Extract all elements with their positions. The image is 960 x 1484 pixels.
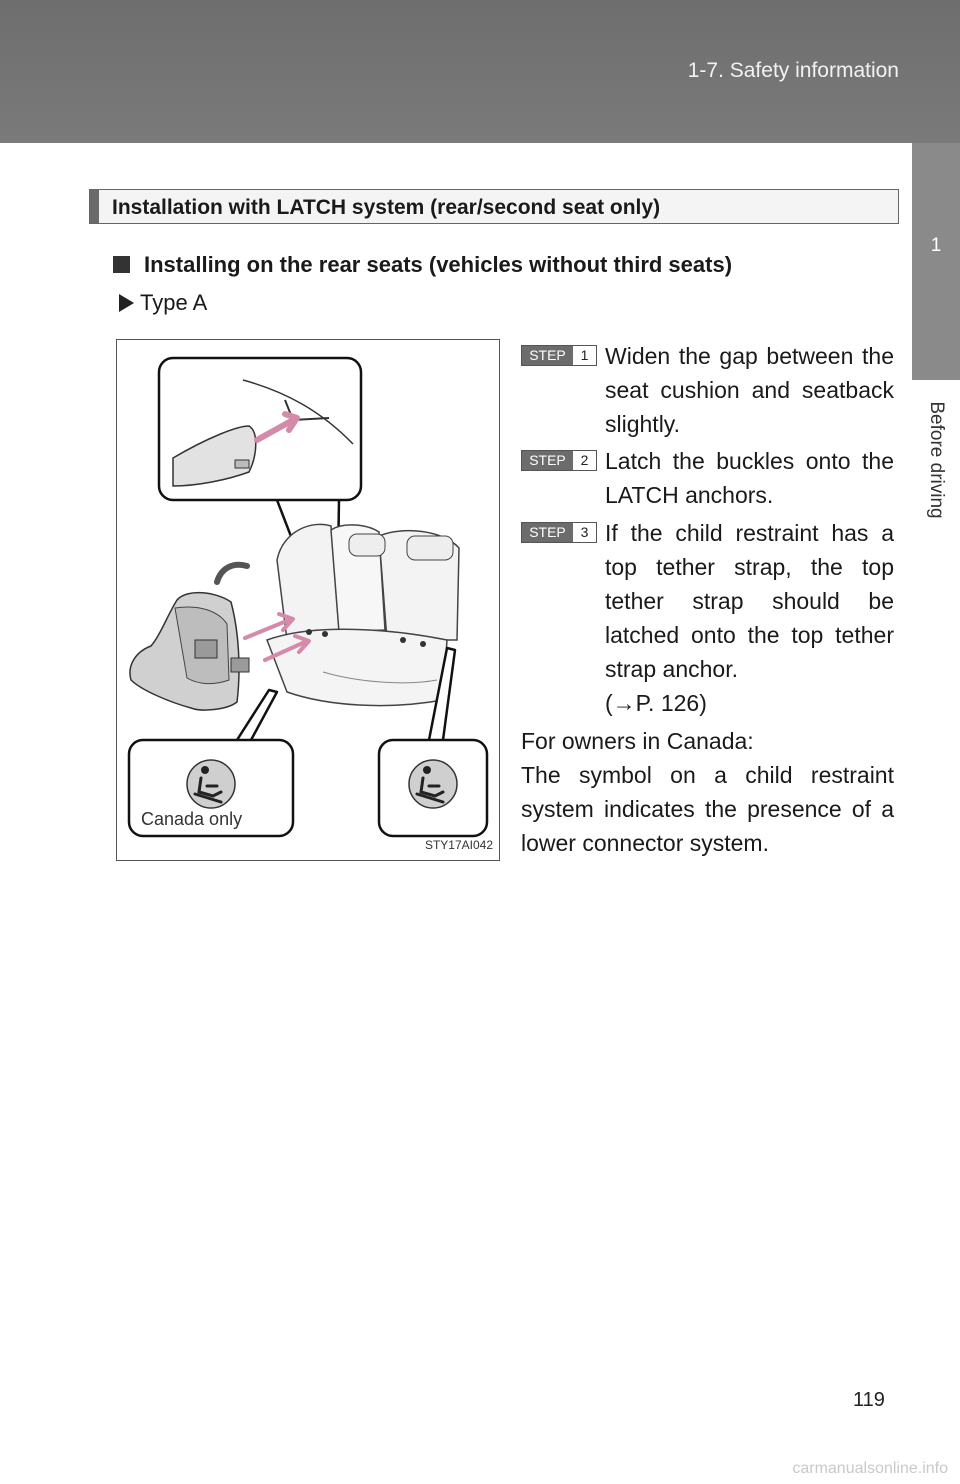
latch-anchor-1 [306,629,312,635]
triangle-bullet-icon [119,294,134,312]
restraint-buckle-upper [195,640,217,658]
canada-note-heading: For owners in Canada: [521,728,754,754]
latch-illustration [117,340,499,860]
restraint-buckle-lower [231,658,249,672]
watermark [0,1456,960,1484]
latch-anchor-2 [322,631,328,637]
chapter-tab [912,143,960,380]
step-3-text: If the child restraint has a top tether strap, the top tether strap should be latched onto the top tether strap anchor. [605,520,894,682]
step-1-badge-word: STEP [522,346,573,365]
latch-anchor-4 [420,641,426,647]
step-2-badge-word: STEP [522,451,573,470]
chapter-strip [912,380,960,1484]
subheading-text: Installing on the rear seats (vehicles without third seats) [144,252,733,277]
latch-anchor-3 [400,637,406,643]
step-1-text: Widen the gap between the seat cushion and seatback slightly. [605,343,894,437]
canada-only-label: Canada only [141,809,243,829]
step-3-badge-number: 3 [573,523,596,542]
symbol-callout-pointer-left [237,690,277,740]
figure-code: STY17AI042 [424,838,493,852]
headrest-center [349,534,385,556]
step-2-badge [521,450,597,471]
section-title-box [89,189,899,224]
header-section-title: 1-7. Safety information [687,59,899,82]
step-3-page-reference: (→P. 126) [605,690,707,716]
chapter-label: Before driving [926,401,947,519]
step-3-badge [521,522,597,543]
restraint-handle [217,565,247,582]
square-bullet-icon [113,256,130,273]
type-label [119,290,207,316]
chapter-number: 1 [930,235,942,256]
lower-connector-icon [409,760,457,808]
detail-buckle-tip [235,460,249,468]
type-label-text: Type A [140,290,208,315]
step-1-badge-number: 1 [573,346,596,365]
canada-note-text: The symbol on a child restraint system indicates the presence of a lower connector system. [521,762,894,856]
page-header [0,0,960,143]
headrest-right [407,536,453,560]
page-number: 119 [853,1389,885,1411]
seat-cushion [267,629,447,705]
step-2-badge-number: 2 [573,451,596,470]
step-2-text: Latch the buckles onto the LATCH anchors. [605,448,894,508]
section-title: Installation with LATCH system (rear/second seat only) [112,196,661,219]
step-1-badge [521,345,597,366]
step-3-badge-word: STEP [522,523,573,542]
latch-installation-figure [116,339,500,861]
section-title-bar [90,190,99,223]
subheading [113,252,732,278]
canada-lower-connector-icon [187,760,235,808]
watermark-text: carmanualsonline.info [792,1460,948,1477]
